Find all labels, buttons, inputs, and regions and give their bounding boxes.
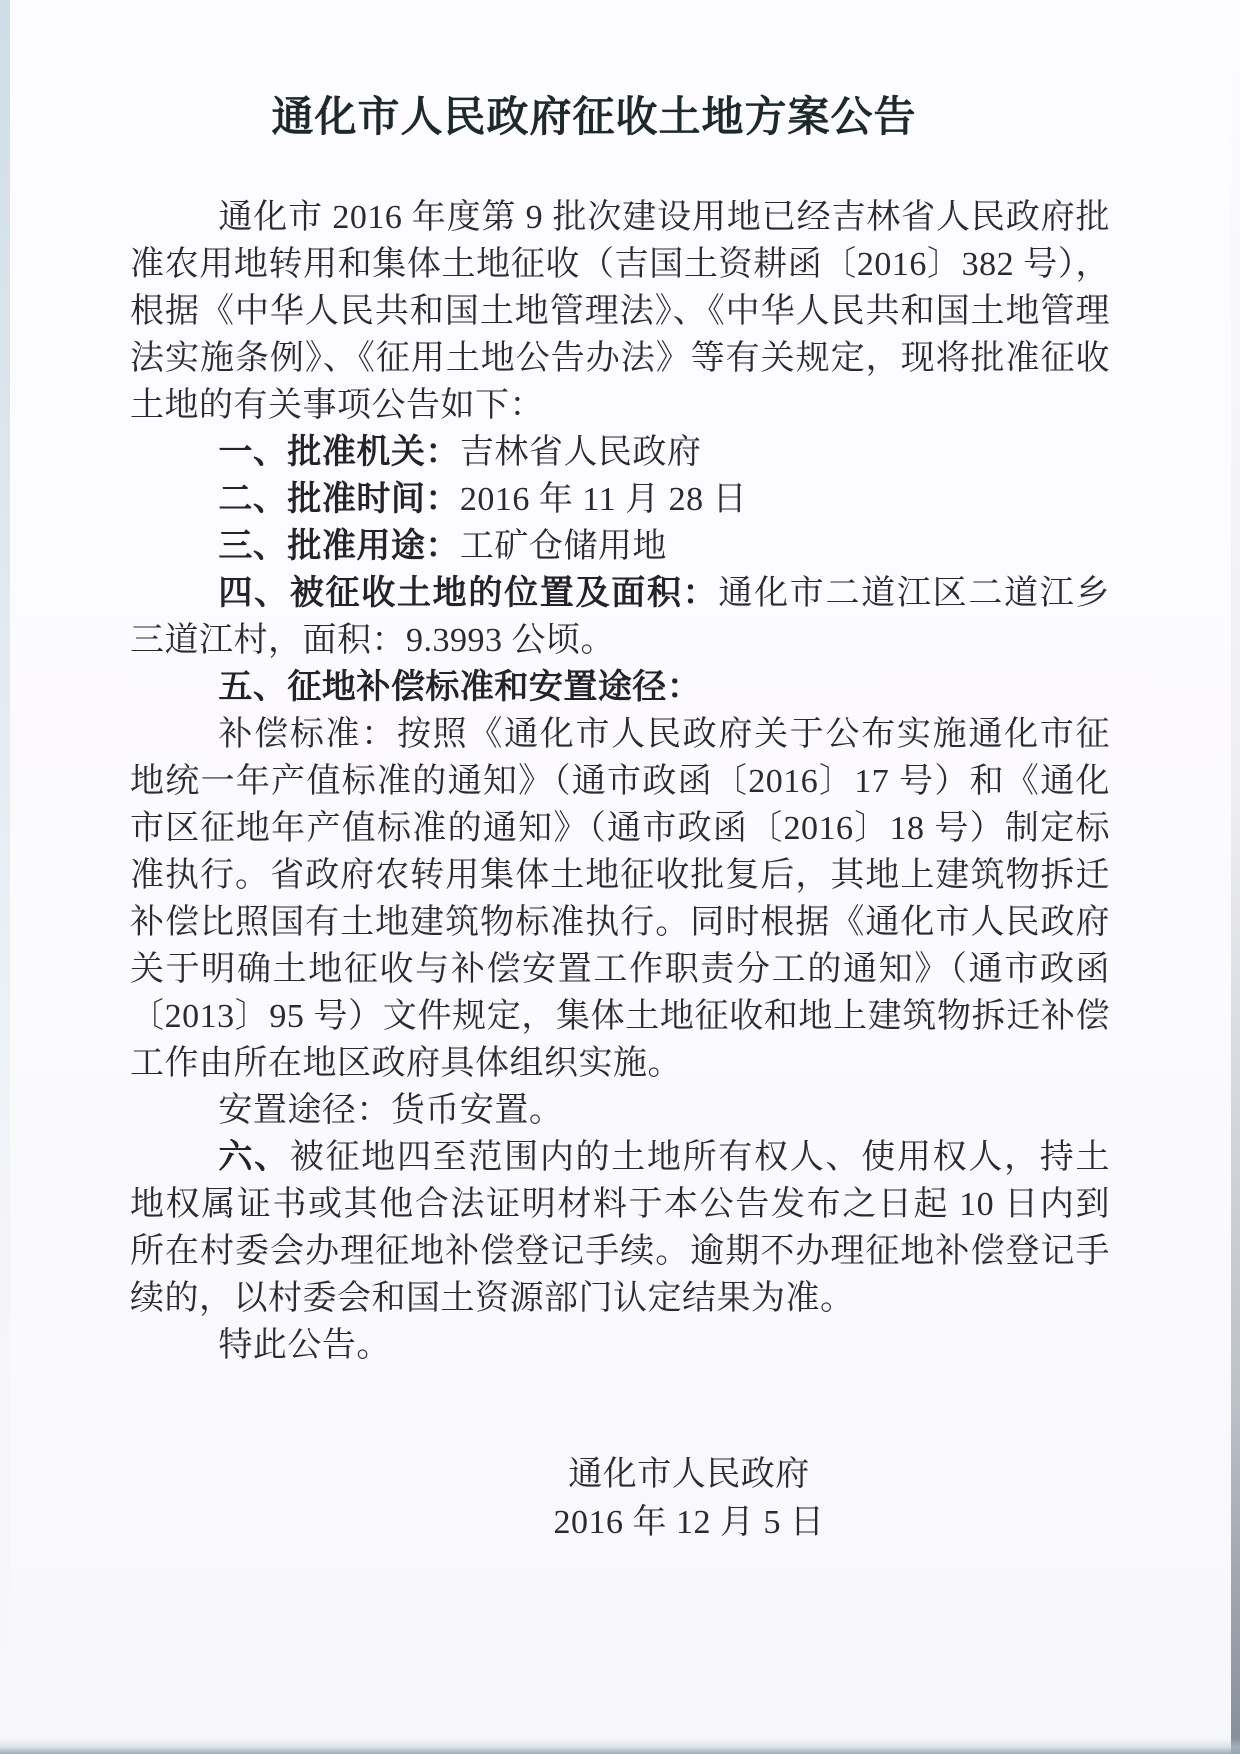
item-4-text: 通化市二道江区二道江乡三道江村，面积：9.3993 公顷。 bbox=[130, 575, 1111, 659]
scan-edge-right bbox=[1231, 0, 1240, 1754]
scan-edge-bottom bbox=[0, 1738, 1240, 1754]
intro-text: 通化市 2016 年度第 9 批次建设用地已经吉林省人民政府批准农用地转用和集体土地征收（吉国土资耕函〔2016〕382 号），根据《中华人民共和国土地管理法》、《中华人民共和国土地管理法实施条例》、《征用土地公告办法》等有关规定，现将批准征收土地的有关事项公告如下： bbox=[130, 199, 1110, 424]
item-2-label: 二、批准时间： bbox=[218, 480, 460, 518]
compensation-standard-text: 补偿标准：按照《通化市人民政府关于公布实施通化市征地统一年产值标准的通知》（通市政函〔2016〕17 号）和《通化市区征地年产值标准的通知》（通市政函〔2016〕18 号）制定标准执行。省政府农转用集体土地征收批复后，其地上建筑物拆迁补偿比照国有土地建筑物标准执行。同时根据《通化市人民政府关于明确土地征收与补偿安置工作职责分工的通知》（通市政函〔2013〕95 号）文件规定，集体土地征收和地上建筑物拆迁补偿工作由所在地区政府具体组织实施。 bbox=[130, 716, 1110, 1082]
signature-block bbox=[454, 1451, 924, 1547]
item-6-text: 被征地四至范围内的土地所有权人、使用权人，持土地权属证书或其他合法证明材料于本公告发布之日起 10 日内到所在村委会办理征地补偿登记手续。逾期不办理征地补偿登记手续的，以村委会和国土资源部门认定结果为准。 bbox=[130, 1139, 1111, 1317]
scan-edge-left bbox=[0, 0, 10, 1754]
item-approval-date bbox=[130, 476, 1110, 523]
item-1-label: 一、批准机关： bbox=[218, 433, 460, 471]
item-approving-authority bbox=[130, 429, 1110, 476]
closing-paragraph bbox=[130, 1322, 1110, 1369]
item-6-label: 六、 bbox=[218, 1138, 290, 1176]
signature-org: 通化市人民政府 bbox=[568, 1456, 810, 1493]
compensation-standard-paragraph bbox=[130, 711, 1110, 1087]
item-registration-notice bbox=[130, 1134, 1110, 1322]
resettlement-text: 安置途径：货币安置。 bbox=[218, 1092, 564, 1129]
item-approved-use bbox=[130, 523, 1110, 570]
item-1-text: 吉林省人民政府 bbox=[459, 434, 702, 471]
document-content bbox=[130, 86, 1110, 1547]
item-compensation-heading bbox=[130, 664, 1110, 711]
intro-paragraph bbox=[130, 194, 1110, 429]
item-5-label: 五、征地补偿标准和安置途径： bbox=[218, 668, 702, 706]
document-title: 通化市人民政府征收土地方案公告 bbox=[271, 95, 917, 141]
resettlement-paragraph bbox=[130, 1087, 1110, 1134]
item-2-text: 2016 年 11 月 28 日 bbox=[459, 481, 748, 518]
signature-date: 2016 年 12 月 5 日 bbox=[553, 1504, 825, 1541]
item-3-text: 工矿仓储用地 bbox=[459, 528, 667, 565]
closing-text: 特此公告。 bbox=[218, 1327, 391, 1364]
item-land-location-area bbox=[130, 570, 1110, 664]
item-3-label: 三、批准用途： bbox=[218, 527, 460, 565]
item-4-label: 四、被征收土地的位置及面积： bbox=[218, 574, 719, 612]
